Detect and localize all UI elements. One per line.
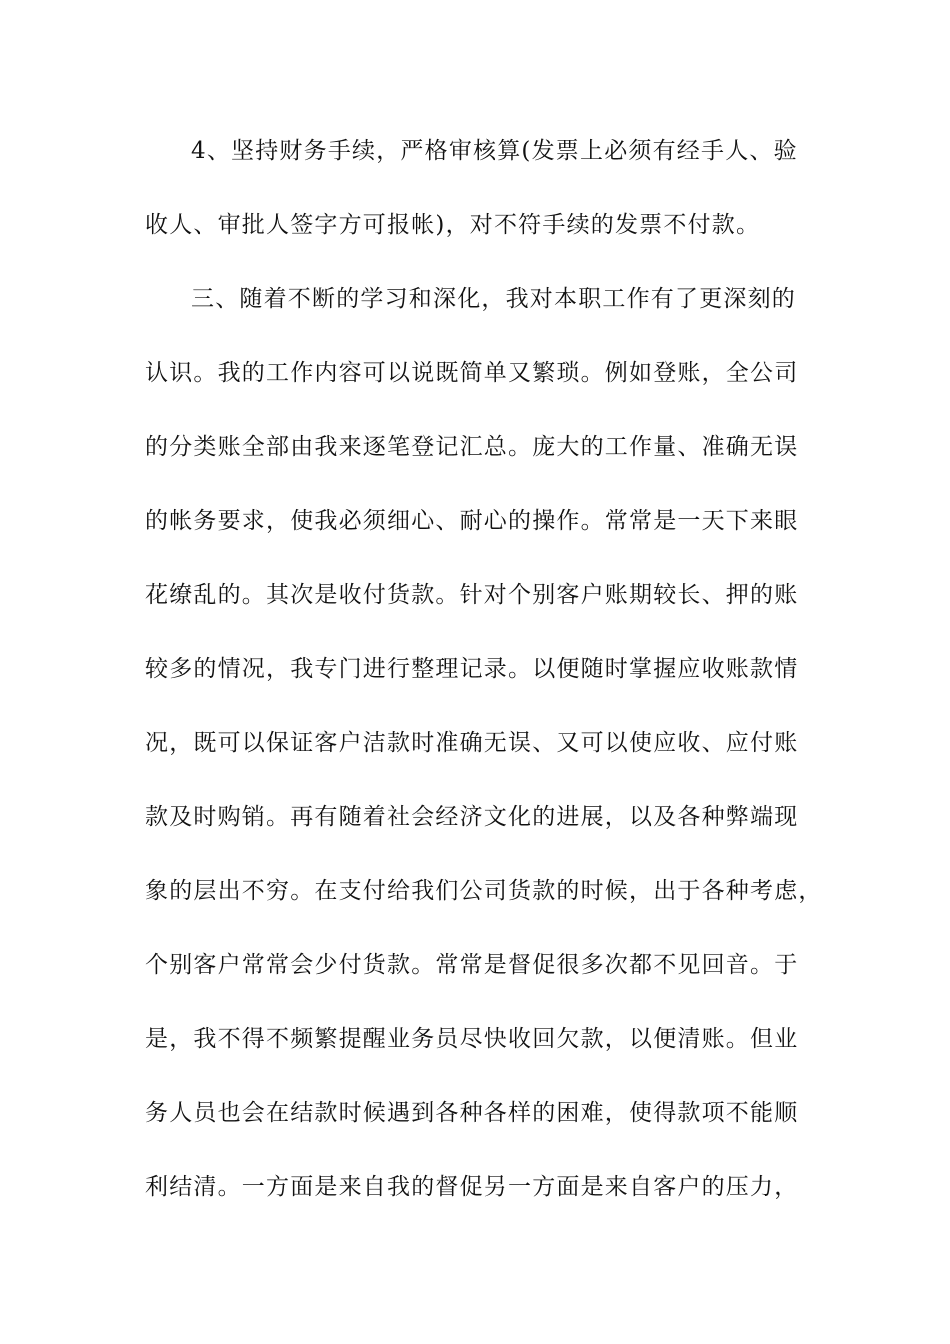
paragraph-line: 象的层出不穷。在支付给我们公司货款的时候，出于各种考虑， [145, 878, 823, 904]
paragraph-line: 务人员也会在结款时候遇到各种各样的困难，使得款项不能顺 [145, 1100, 799, 1126]
paragraph-line: 较多的情况，我专门进行整理记录。以便随时掌握应收账款情 [145, 656, 799, 682]
paragraph-line: 的分类账全部由我来逐笔登记汇总。庞大的工作量、准确无误 [145, 434, 799, 460]
paragraph-line: 认识。我的工作内容可以说既简单又繁琐。例如登账，全公司 [145, 360, 799, 386]
paragraph-line: 三、随着不断的学习和深化，我对本职工作有了更深刻的 [191, 286, 796, 312]
paragraph-line: 利结清。一方面是来自我的督促另一方面是来自客户的压力， [145, 1174, 799, 1200]
paragraph-line: 个别客户常常会少付货款。常常是督促很多次都不见回音。于 [145, 952, 799, 978]
paragraph-line: 况，既可以保证客户洁款时准确无误、又可以使应收、应付账 [145, 730, 799, 756]
paragraph-line: 款及时购销。再有随着社会经济文化的进展，以及各种弊端现 [145, 804, 799, 830]
paragraph-line: 收人、审批人签字方可报帐)，对不符手续的发票不付款。 [145, 212, 761, 238]
paragraph-line: 是，我不得不频繁提醒业务员尽快收回欠款，以便清账。但业 [145, 1026, 799, 1052]
paragraph-line: 的帐务要求，使我必须细心、耐心的操作。常常是一天下来眼 [145, 508, 799, 534]
body-text [145, 132, 823, 1242]
paragraph-line: 4、坚持财务手续，严格审核算(发票上必须有经手人、验 [191, 138, 798, 164]
paragraph-line: 花缭乱的。其次是收付货款。针对个别客户账期较长、押的账 [145, 582, 799, 608]
